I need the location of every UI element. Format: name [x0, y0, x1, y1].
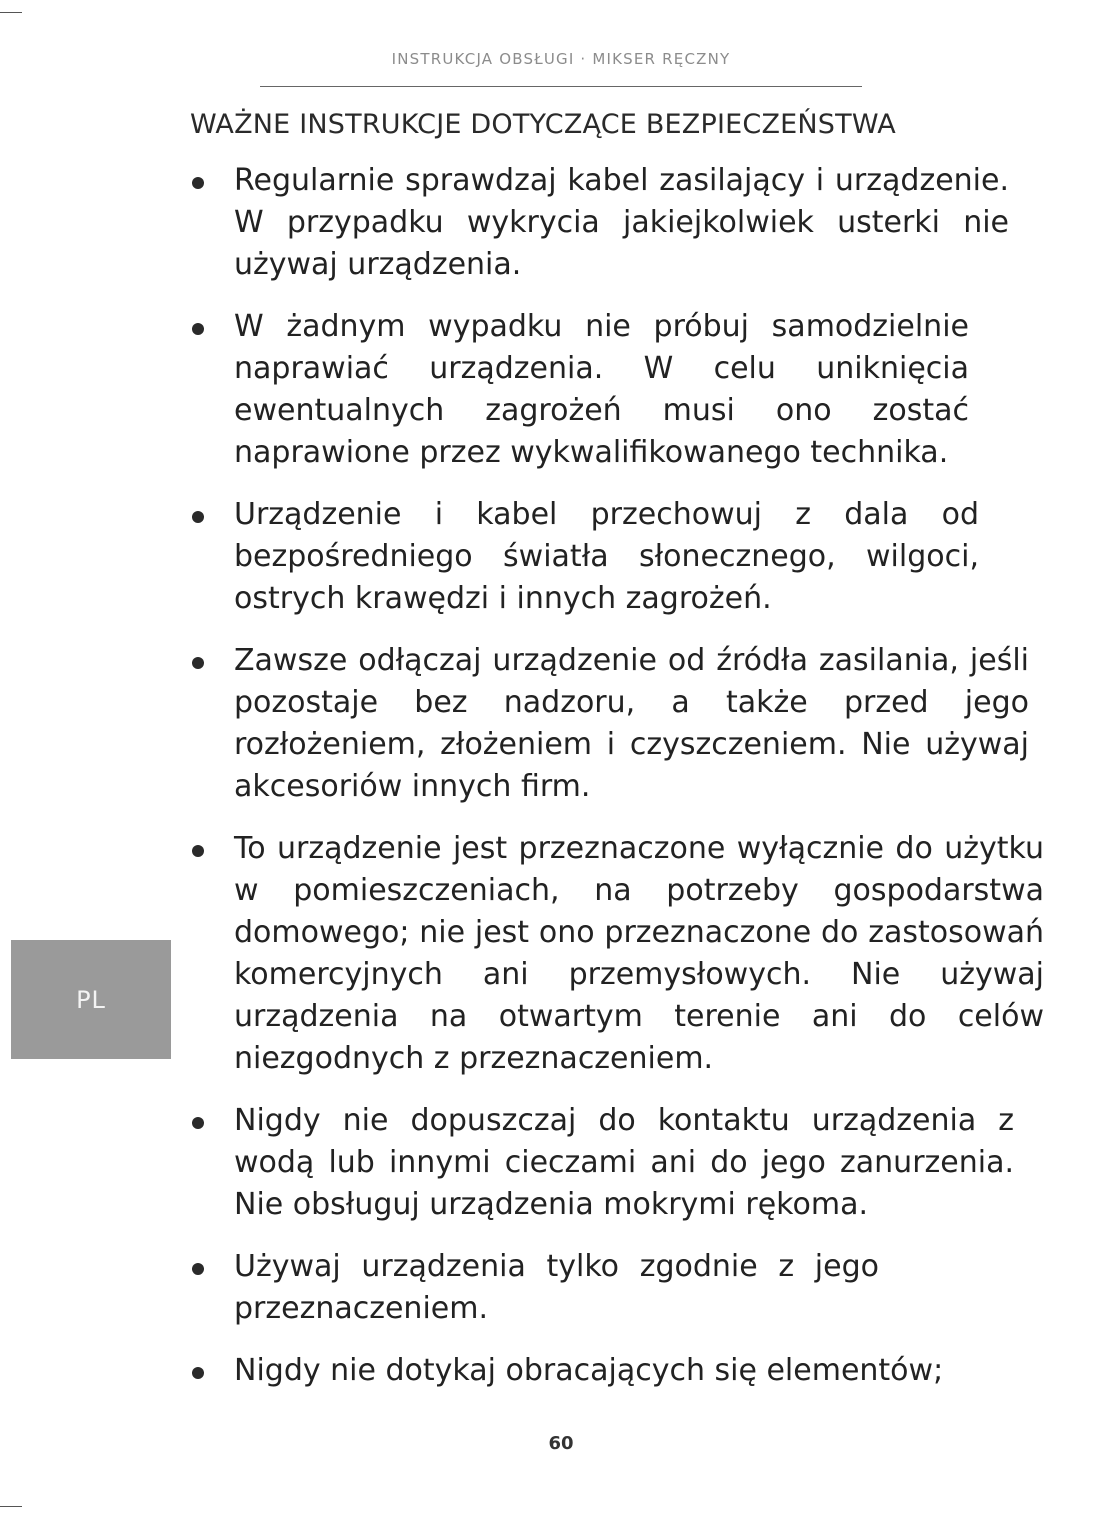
page-number: 60	[548, 1433, 574, 1454]
list-item-text: Regularnie sprawdzaj kabel zasilający i urządzenie. W przypadku wykrycia jakiejkolwiek usterki nie używaj urządzenia.	[234, 163, 1009, 282]
list-item-text: To urządzenie jest przeznaczone wyłącznie do użytku w pomieszczeniach, na potrzeby gospodarstwa domowego; nie jest ono przeznaczone do zastosowań komercyjnych ani przemysłowych. Nie używaj urządzenia na otwartym terenie ani do celów niezgodnych z przeznaczeniem.	[234, 831, 1044, 1076]
list-item	[190, 640, 1029, 808]
list-item	[190, 1246, 879, 1330]
list-item-text: Używaj urządzenia tylko zgodnie z jego przeznaczeniem.	[234, 1249, 879, 1326]
section-title: WAŻNE INSTRUKCJE DOTYCZĄCE BEZPIECZEŃSTWA	[190, 109, 896, 140]
crop-mark-top	[0, 12, 22, 13]
safety-instructions-list	[190, 160, 1044, 1392]
bullet-icon	[192, 1367, 204, 1379]
bullet-icon	[192, 323, 204, 335]
list-item-text: Nigdy nie dotykaj obracających się elementów;	[234, 1353, 944, 1388]
list-item-text: Nigdy nie dopuszczaj do kontaktu urządzenia z wodą lub innymi cieczami ani do jego zanurzenia. Nie obsługuj urządzenia mokrymi rękoma.	[234, 1103, 1014, 1222]
list-item	[190, 1100, 1014, 1226]
list-item-text: Urządzenie i kabel przechowuj z dala od bezpośredniego światła słonecznego, wilgoci, ostrych krawędzi i innych zagrożeń.	[234, 497, 979, 616]
list-item-text: Zawsze odłączaj urządzenie od źródła zasilania, jeśli pozostaje bez nadzoru, a także przed jego rozłożeniem, złożeniem i czyszczeniem. Nie używaj akcesoriów innych firm.	[234, 643, 1029, 804]
list-item-text: W żadnym wypadku nie próbuj samodzielnie naprawiać urządzenia. W celu uniknięcia ewentualnych zagrożeń musi ono zostać naprawione przez wykwalifikowanego technika.	[234, 309, 969, 470]
bullet-icon	[192, 657, 204, 669]
list-item	[190, 160, 1009, 286]
list-item	[190, 828, 1044, 1080]
bullet-icon	[192, 1117, 204, 1129]
crop-mark-bottom	[0, 1506, 22, 1507]
bullet-icon	[192, 177, 204, 189]
header-divider	[260, 86, 862, 87]
bullet-icon	[192, 845, 204, 857]
bullet-icon	[192, 1263, 204, 1275]
language-tab: PL	[11, 940, 171, 1059]
list-item	[190, 494, 979, 620]
bullet-icon	[192, 511, 204, 523]
list-item	[190, 1350, 1009, 1392]
running-header: INSTRUKCJA OBSŁUGI · MIKSER RĘCZNY	[391, 50, 731, 68]
list-item	[190, 306, 969, 474]
